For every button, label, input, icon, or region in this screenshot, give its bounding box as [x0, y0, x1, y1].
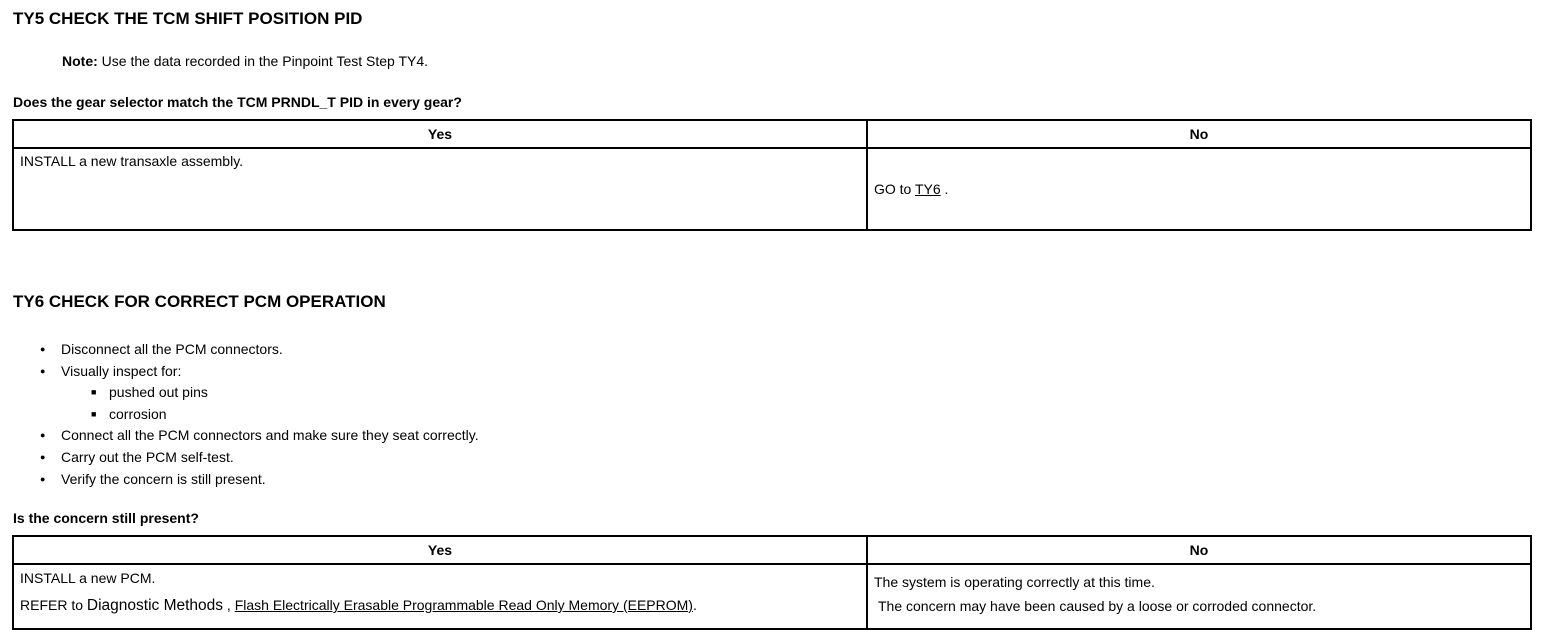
list-item — [40, 425, 479, 447]
no-cell — [867, 564, 1531, 629]
ty6-link[interactable]: TY6 — [914, 181, 941, 197]
step-text: Visually inspect for: — [61, 362, 182, 379]
sub-item-text: pushed out pins — [109, 384, 208, 401]
list-item — [61, 382, 479, 404]
list-item — [40, 339, 479, 361]
list-item — [61, 404, 479, 426]
step-text: Carry out the PCM self-test. — [61, 448, 234, 465]
ty5-result-table — [12, 119, 1532, 231]
step-text: Verify the concern is still present. — [61, 470, 266, 487]
ty6-question: Is the concern still present? — [13, 510, 199, 526]
ty5-title: TY5 CHECK THE TCM SHIFT POSITION PID — [13, 9, 363, 28]
no-line-2: The concern may have been caused by a loose or corroded connector. — [878, 598, 1317, 614]
table-header-row — [13, 536, 1531, 564]
list-item — [40, 447, 479, 469]
no-cell — [867, 148, 1531, 230]
ty5-question: Does the gear selector match the TCM PRNDL_T PID in every gear? — [13, 94, 462, 110]
yes-cell — [13, 148, 867, 230]
list-item — [40, 469, 479, 491]
no-prefix: GO to — [874, 181, 915, 197]
ty5-note — [62, 53, 428, 69]
no-suffix: . — [940, 181, 949, 197]
note-label: Note: — [62, 53, 98, 69]
yes-action: INSTALL a new transaxle assembly. — [20, 153, 244, 169]
list-item — [40, 361, 479, 426]
no-line-1: The system is operating correctly at this time. — [874, 574, 1155, 590]
sub-item-text: corrosion — [109, 405, 167, 422]
yes-header: Yes — [13, 536, 867, 564]
yes-cell — [13, 564, 867, 629]
yes-line-1: INSTALL a new PCM. — [20, 570, 156, 586]
table-row — [13, 148, 1531, 230]
note-text: Use the data recorded in the Pinpoint Test Step TY4. — [97, 53, 429, 69]
no-header: No — [867, 120, 1531, 148]
ty6-title: TY6 CHECK FOR CORRECT PCM OPERATION — [13, 292, 386, 311]
step-text: Connect all the PCM connectors and make sure they seat correctly. — [61, 427, 479, 444]
refer-separator: , — [223, 597, 235, 613]
refer-suffix: . — [692, 597, 697, 613]
ty6-steps-list — [40, 339, 479, 490]
eeprom-link[interactable]: Flash Electrically Erasable Programmable Read Only Memory (EEPROM) — [234, 597, 693, 613]
diagnostic-methods-text: Diagnostic Methods — [86, 597, 224, 614]
yes-line-2 — [20, 595, 860, 616]
ty6-result-table — [12, 535, 1532, 630]
table-row — [13, 564, 1531, 629]
step-text: Disconnect all the PCM connectors. — [61, 341, 283, 357]
table-header-row — [13, 120, 1531, 148]
inspect-sublist — [61, 382, 479, 425]
yes-header: Yes — [13, 120, 867, 148]
no-header: No — [867, 536, 1531, 564]
refer-prefix: REFER to — [20, 597, 87, 613]
